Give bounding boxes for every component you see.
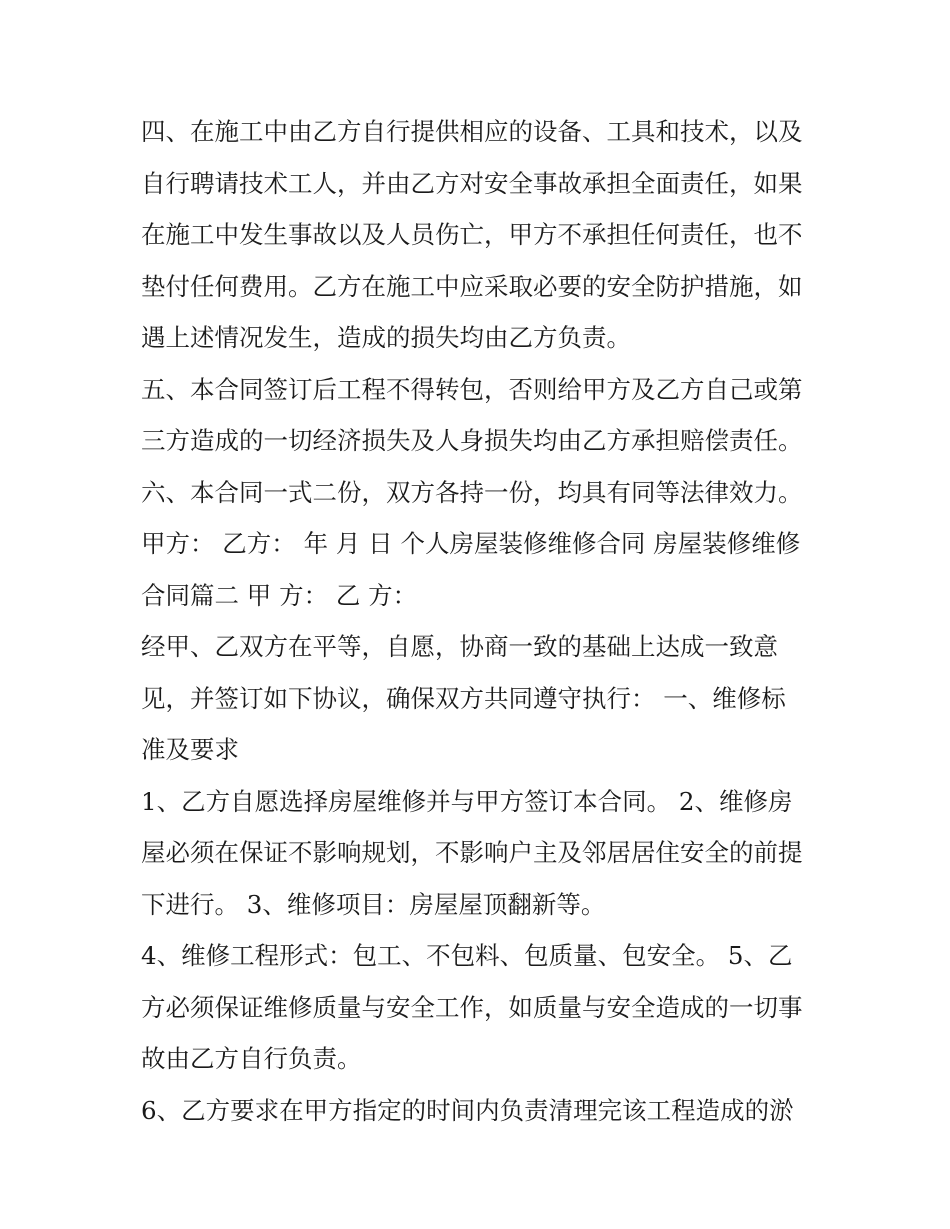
text-line: 见，并签订如下协议，确保双方共同遵守执行： 一、维修标 <box>141 683 786 713</box>
text-line: 屋必须在保证不影响规划，不影响户主及邻居居住安全的前提 <box>141 838 803 867</box>
text-line: 6、乙方要求在甲方指定的时间内负责清理完该工程造成的淤 <box>141 1095 794 1125</box>
text-line: 合同篇二 甲 方： 乙 方： <box>141 580 418 610</box>
text-line: 4、维修工程形式：包工、不包料、包质量、包安全。 5、乙 <box>141 941 793 970</box>
text-line: 准及要求 <box>141 735 239 764</box>
text-line: 1、乙方自愿选择房屋维修并与甲方签订本合同。 2、维修房 <box>141 786 793 816</box>
text-line: 经甲、乙双方在平等，自愿，协商一致的基础上达成一致意 <box>141 632 778 661</box>
contract-text-body <box>141 106 821 1136</box>
text-line: 下进行。 3、维修项目：房屋屋顶翻新等。 <box>141 889 606 919</box>
text-line: 自行聘请技术工人，并由乙方对安全事故承担全面责任，如果 <box>141 168 803 198</box>
text-line: 五、本合同签订后工程不得转包，否则给甲方及乙方自己或第 <box>141 374 803 404</box>
text-line: 甲方： 乙方： 年 月 日 个人房屋装修维修合同 房屋装修维修 <box>141 529 801 558</box>
text-line: 垫付任何费用。乙方在施工中应采取必要的安全防护措施，如 <box>141 271 803 301</box>
text-line: 在施工中发生事故以及人员伤亡，甲方不承担任何责任，也不 <box>141 220 803 249</box>
text-line: 四、在施工中由乙方自行提供相应的设备、工具和技术，以及 <box>141 117 803 146</box>
text-line: 方必须保证维修质量与安全工作，如质量与安全造成的一切事 <box>141 992 803 1022</box>
text-line: 故由乙方自行负责。 <box>141 1044 362 1073</box>
text-line: 三方造成的一切经济损失及人身损失均由乙方承担赔偿责任。 <box>141 426 803 455</box>
text-line: 遇上述情况发生，造成的损失均由乙方负责。 <box>141 323 631 352</box>
text-line: 六、本合同一式二份，双方各持一份，均具有同等法律效力。 <box>141 477 803 507</box>
